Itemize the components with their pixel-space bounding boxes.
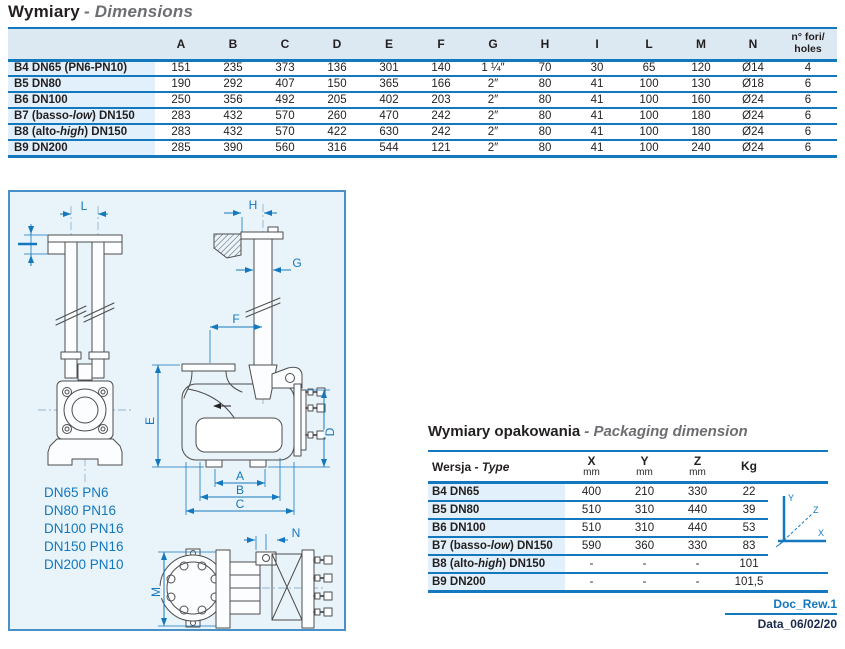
dimension-value: 166 [431,78,451,90]
dim-label-l: L [80,199,88,213]
dimension-value: 260 [327,110,347,122]
dimension-value: Ø18 [742,78,764,90]
model-label: B5 DN80 [8,76,155,92]
dimension-value: 2″ [487,126,499,138]
dimension-value: 100 [639,126,659,138]
dim-label-m: M [149,587,163,597]
dimension-value: 285 [171,141,191,154]
dimension-value: 432 [223,126,243,138]
axis-label-y: Y [788,493,795,503]
dimension-value: 150 [327,78,347,90]
revision-divider [725,613,837,615]
dimension-value: Ø24 [742,94,764,106]
dimensions-column-header: A [176,36,186,51]
dimension-value: 100 [639,141,659,154]
dimension-value: 205 [327,94,347,106]
bolts-plan [314,556,332,616]
dimensions-column-header: N [748,36,758,51]
dimension-value: 407 [275,78,295,90]
dimensions-column-header: I [595,36,599,51]
dim-label-g: G [292,256,302,270]
dimension-value: 180 [691,126,711,138]
packaging-table-row [428,538,828,554]
dimension-value: 356 [223,94,243,106]
dimension-value: 70 [538,62,552,75]
dimension-value: 544 [379,141,399,154]
packaging-value: - [642,576,647,588]
dimension-value: 470 [379,110,399,122]
dim-label-d: D [323,427,337,437]
dimension-value: 80 [538,78,552,90]
packaging-value: - [695,558,700,570]
packaging-type-header: Wersja - Type [432,459,510,474]
dimension-value: 301 [379,62,399,75]
page-title-en: - Dimensions [83,2,194,21]
dimension-value: 80 [538,141,552,154]
packaging-model-label: B5 DN80 [428,502,565,518]
dimension-value: 402 [379,94,399,106]
packaging-value: - [642,558,647,570]
packaging-title-en: - Packaging dimension [584,423,748,440]
dimension-value: 242 [431,126,451,138]
dimension-value: 630 [379,126,399,138]
packaging-value: 83 [742,540,756,552]
holes-column-header: n° fori/ holes [791,31,825,55]
packaging-value: 330 [687,540,708,552]
dimensions-header-row [8,28,837,60]
dimension-value: 41 [590,110,604,122]
dimension-value: Ø24 [742,126,764,138]
dimensions-table-head [8,28,837,60]
dimension-value: 292 [223,78,243,90]
packaging-column-header: Y mm [636,453,653,478]
dim-label-e: E [143,416,157,426]
packaging-value: 39 [742,504,756,516]
packaging-value: 210 [634,486,655,498]
packaging-value: 400 [581,486,602,498]
axis-label-z: Z [813,505,819,515]
dimensions-column-header: B [228,36,238,51]
dimension-value: 6 [804,78,812,90]
revision-block [725,597,837,631]
dimension-value: 65 [642,62,656,75]
packaging-value: 440 [687,504,708,516]
dimension-value: Ø14 [742,62,764,75]
dimension-value: 160 [691,94,711,106]
dimension-value: 80 [538,126,552,138]
dimensions-column-header: C [280,36,290,51]
dim-label-b: B [235,483,245,497]
dimensions-table-row [8,140,837,156]
dimension-value: 422 [327,126,347,138]
dn-pn-item: DN200 PN10 [44,557,124,572]
dimension-value: 41 [590,94,604,106]
dimension-value: 570 [275,110,295,122]
dimension-value: 4 [804,62,812,75]
packaging-model-label: B9 DN200 [428,574,565,590]
technical-drawing-panel [8,190,346,631]
dimension-value: 365 [379,78,399,90]
dimension-value: 250 [171,94,191,106]
dimension-value: Ø24 [742,141,764,154]
packaging-value: - [589,558,594,570]
dimension-value: 41 [590,141,604,154]
dn-pn-item: DN80 PN16 [44,503,117,518]
packaging-value: 310 [634,504,655,516]
model-label: B8 (alto-high) DN150 [8,124,155,140]
dimension-value: 242 [431,110,451,122]
packaging-value: 101 [739,558,759,570]
packaging-model-label: B8 (alto- high ) DN150 [428,556,565,572]
dimension-value: 373 [275,62,295,75]
axis-label-x: X [818,528,825,538]
packaging-value: 360 [634,540,655,552]
dimension-value: 6 [804,110,812,122]
dimension-value: 100 [639,110,659,122]
dimension-value: 492 [275,94,295,106]
dim-label-c: C [235,497,245,511]
packaging-model-label: B7 (basso- low ) DN150 [428,538,565,554]
dimension-value: 1 ¼″ [481,62,505,75]
dimension-value: 6 [804,94,812,106]
packaging-value: 310 [634,522,655,534]
dimension-value: 316 [327,141,347,154]
dim-label-h: H [248,198,258,212]
dimension-value: 2″ [487,141,499,154]
dn-pn-list [44,484,124,574]
doc-date: Data_06/02/20 [757,617,837,631]
packaging-title-pl: Wymiary opakowania [428,423,581,440]
packaging-value: 22 [742,486,756,498]
packaging-value: 53 [742,522,756,534]
dimension-value: 136 [327,62,347,75]
dimensions-table-row [8,108,837,124]
dimensions-table-row [8,60,837,76]
dimension-value: 6 [804,141,812,154]
packaging-column-header: Kg [741,459,757,474]
dimension-value: 2″ [487,110,499,122]
dimension-value: 30 [590,62,604,75]
dimensions-table-row [8,76,837,92]
dimensions-column-header: F [437,36,445,51]
packaging-table [428,450,828,593]
packaging-column-header: Z mm [689,453,706,478]
dn-pn-item: DN150 PN16 [44,539,124,554]
model-label: B7 (basso-low) DN150 [8,108,155,124]
dimension-value: 560 [275,141,295,154]
dimensions-column-header: H [540,36,550,51]
dimension-value: 6 [804,126,812,138]
dimensions-table-row [8,92,837,108]
dimensions-column-header: L [645,36,653,51]
packaging-value: 510 [581,504,602,516]
model-label: B4 DN65 (PN6-PN10) [8,60,155,76]
packaging-value: 330 [687,486,708,498]
xyz-axis-icon [772,489,832,549]
packaging-table-row [428,520,828,536]
dimensions-table-body [8,60,837,156]
packaging-table-row [428,484,828,500]
dimensions-column-header: M [696,36,706,51]
page-title-pl: Wymiary [8,2,80,21]
dn-pn-item: DN100 PN16 [44,521,124,536]
doc-revision: Doc_Rew.1 [773,597,837,611]
dimension-value: 190 [171,78,191,90]
dimension-value: 80 [538,110,552,122]
dimension-value: 100 [639,78,659,90]
packaging-value: 101,5 [734,576,764,588]
dimensions-table-row [8,124,837,140]
packaging-model-label: B4 DN65 [428,484,565,500]
dimension-value: 151 [171,62,191,75]
dimension-value: 570 [275,126,295,138]
model-label: B9 DN200 [8,140,155,156]
dimension-value: 240 [691,141,711,154]
dimension-value: 41 [590,78,604,90]
dimension-value: 283 [171,126,191,138]
plan-view [149,526,332,628]
packaging-title [428,423,748,440]
dimension-value: 432 [223,110,243,122]
packaging-value: - [695,576,700,588]
dimension-value: 390 [223,141,243,154]
model-label: B6 DN100 [8,92,155,108]
packaging-row-rule [428,590,828,593]
packaging-header-row [428,452,828,481]
packaging-value: 440 [687,522,708,534]
dimension-value: 235 [223,62,243,75]
dim-label-a: A [235,469,245,483]
packaging-column-header: X mm [583,453,600,478]
dimension-value: 2″ [487,94,499,106]
dimension-value: Ø24 [742,110,764,122]
dimension-value: 130 [691,78,711,90]
dimensions-column-header: G [488,36,498,51]
dimension-value: 41 [590,126,604,138]
packaging-table-row [428,502,828,518]
dimensions-column-header: E [384,36,393,51]
packaging-value: - [589,576,594,588]
packaging-table-row [428,574,828,590]
packaging-model-label: B6 DN100 [428,520,565,536]
dimension-value: 203 [431,94,451,106]
packaging-value: 510 [581,522,602,534]
dimension-value: 140 [431,62,451,75]
dimension-value: 2″ [487,78,499,90]
dimension-value: 80 [538,94,552,106]
dn-pn-item: DN65 PN6 [44,485,109,500]
dimension-value: 180 [691,110,711,122]
front-view [18,199,132,484]
packaging-table-row [428,556,828,572]
dimensions-column-header: D [332,36,342,51]
dimension-value: 283 [171,110,191,122]
dimension-value: 121 [431,141,451,154]
dimension-value: 120 [691,62,711,75]
section-view [143,198,337,515]
dimensions-table [8,27,837,158]
dimensions-header-spacer [8,28,155,60]
dim-label-f: F [232,312,240,326]
dim-label-n: N [291,526,301,540]
dimension-value: 100 [639,94,659,106]
page-title [8,2,193,22]
packaging-value: 590 [581,540,602,552]
